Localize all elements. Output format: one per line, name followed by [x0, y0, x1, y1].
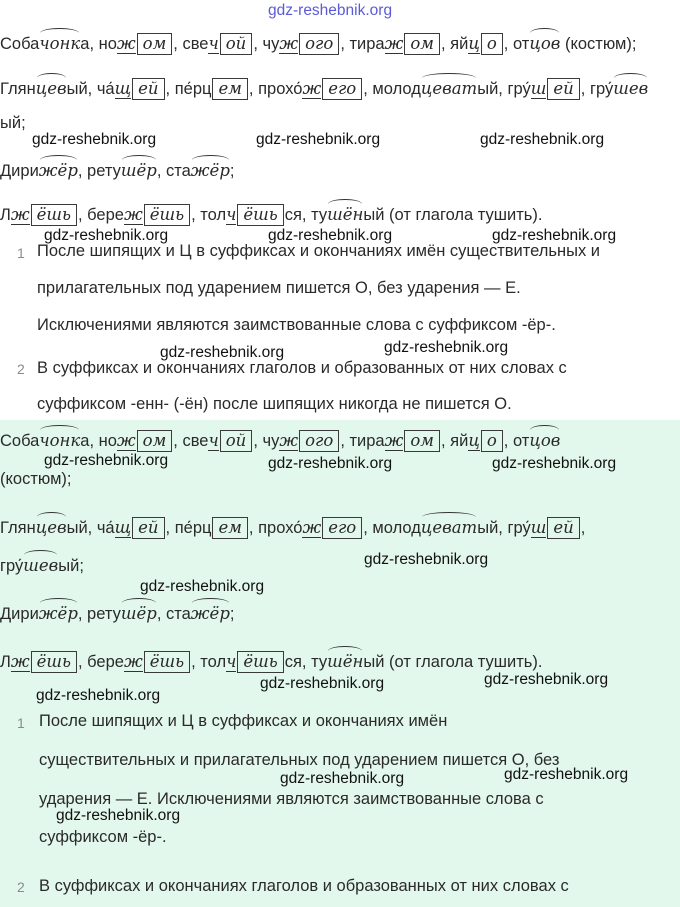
text-fragment: , яй — [441, 432, 469, 450]
ending-box: ом — [404, 33, 440, 55]
watermark: gdz-reshebnik.org — [140, 578, 265, 595]
ending-box: ёшь — [144, 651, 190, 673]
rule-text: После шипящих и Ц в суффиксах и окончаниях имён — [39, 712, 448, 730]
text-fragment: , молод — [363, 519, 421, 537]
letter-underlined: ч — [208, 431, 219, 450]
letter-underlined: ж — [123, 652, 143, 671]
ending-box: ой — [220, 33, 253, 55]
watermark: gdz-reshebnik.org — [280, 770, 405, 787]
letter-underlined: ж — [10, 205, 30, 224]
ending-box: ого — [299, 33, 339, 55]
b1-line-1 — [0, 33, 636, 55]
watermark: gdz-reshebnik.org — [260, 675, 385, 692]
letter-underlined: ч — [226, 652, 237, 671]
ending-box: ой — [220, 430, 253, 452]
text-fragment: , прохо́ — [248, 80, 303, 98]
rule-text: Исключениями являются заимствованные слова с суффиксом -ёр-. — [37, 316, 556, 334]
watermark: gdz-reshebnik.org — [384, 339, 509, 356]
text-fragment: , яй — [441, 35, 469, 53]
text-fragment: ый; — [58, 557, 84, 575]
b2-line-4 — [0, 603, 234, 625]
ending-box: ёшь — [237, 651, 283, 673]
text-fragment: (костюм); — [560, 35, 637, 53]
text-fragment: ; — [229, 605, 235, 623]
rule-text: В суффиксах и окончаниях глаголов и образованных от них словах с — [37, 359, 567, 377]
b2-line-1b: (костюм); — [0, 470, 72, 488]
text-fragment: , бере — [77, 653, 124, 671]
watermark: gdz-reshebnik.org — [36, 687, 161, 704]
text-fragment: а, но — [80, 35, 117, 53]
suffix-arc: жёр — [190, 604, 230, 623]
rule-text: суффиксом -ёр-. — [39, 828, 167, 846]
letter-underlined: ж — [279, 34, 299, 53]
suffix-arc: цов — [529, 431, 561, 450]
ending-box: ого — [299, 430, 339, 452]
watermark: gdz-reshebnik.org — [56, 807, 181, 824]
text-fragment: , от — [503, 35, 530, 53]
rule-text: суффиксом -енн- (-ён) после шипящих никогда не пишется О. — [37, 395, 512, 413]
text-fragment: Л — [0, 653, 11, 671]
watermark: gdz-reshebnik.org — [492, 455, 617, 472]
text-fragment: , тира — [340, 432, 385, 450]
ending-box: ей — [547, 78, 579, 100]
rule-text: В суффиксах и окончаниях глаголов и образованных от них словах с — [39, 877, 569, 895]
letter-underlined: щ — [114, 518, 132, 537]
rule-text: существительных и прилагательных под ударением пишется О, без — [39, 751, 560, 769]
letter-underlined: ж — [116, 431, 136, 450]
ending-box: ом — [404, 430, 440, 452]
text-fragment: ый (от глагола тушить). — [363, 206, 543, 224]
suffix-arc: шёр — [120, 161, 157, 180]
ending-box: ёшь — [237, 204, 283, 226]
text-fragment: , прохо́ — [248, 519, 303, 537]
text-fragment: , рету — [77, 605, 121, 623]
ending-box: ом — [137, 33, 173, 55]
letter-underlined: ж — [116, 34, 136, 53]
text-fragment: ый, ча́ — [66, 80, 115, 98]
watermark: gdz-reshebnik.org — [44, 227, 169, 244]
watermark: gdz-reshebnik.org — [492, 227, 617, 244]
b2-line-5 — [0, 651, 542, 673]
letter-underlined: ж — [384, 34, 404, 53]
watermark: gdz-reshebnik.org — [44, 452, 169, 469]
text-fragment: , све — [173, 432, 209, 450]
rule-number: 1 — [17, 245, 25, 261]
letter-underlined: ж — [302, 79, 322, 98]
text-fragment: , пе́рц — [165, 519, 212, 537]
ending-box: ей — [132, 517, 164, 539]
watermark: gdz-reshebnik.org — [504, 766, 629, 783]
suffix-arc: шён — [327, 205, 364, 224]
letter-underlined: ш — [530, 79, 547, 98]
rule-text: После шипящих и Ц в суффиксах и окончаниях имён существительных и — [37, 242, 600, 260]
suffix-arc: цов — [529, 34, 561, 53]
ending-box: ем — [212, 78, 247, 100]
text-fragment: ый (от глагола тушить). — [363, 653, 543, 671]
watermark: gdz-reshebnik.org — [32, 131, 157, 148]
text-fragment: Дири — [0, 162, 39, 180]
watermark: gdz-reshebnik.org — [268, 455, 393, 472]
text-fragment: гру́ — [0, 557, 24, 575]
letter-underlined: ш — [530, 518, 547, 537]
text-fragment: ый, ча́ — [66, 519, 115, 537]
b1-line-4 — [0, 160, 234, 182]
letter-underlined: ж — [384, 431, 404, 450]
watermark: gdz-reshebnik.org — [256, 131, 381, 148]
letter-underlined: ж — [302, 518, 322, 537]
b1-line-3: ый; — [0, 114, 26, 132]
b2-line-2 — [0, 517, 585, 539]
text-fragment: , рету — [77, 162, 121, 180]
ending-box: ей — [132, 78, 164, 100]
text-fragment: , чу — [253, 432, 280, 450]
text-fragment: , чу — [253, 35, 280, 53]
text-fragment: , — [580, 519, 586, 537]
text-fragment: , ста — [156, 162, 191, 180]
text-fragment: Соба — [0, 432, 40, 450]
text-fragment: ся, ту — [284, 206, 328, 224]
suffix-arc: шён — [327, 652, 364, 671]
letter-underlined: ц — [468, 431, 480, 450]
suffix-arc: жёр — [190, 161, 230, 180]
text-fragment: , пе́рц — [165, 80, 212, 98]
letter-underlined: ж — [123, 205, 143, 224]
text-fragment: , тира — [340, 35, 385, 53]
ending-box: ом — [137, 430, 173, 452]
text-fragment: , све — [173, 35, 209, 53]
ending-box: ей — [547, 517, 579, 539]
text-fragment: Глян — [0, 519, 36, 537]
suffix-arc: жёр — [38, 604, 78, 623]
ending-box: ёшь — [31, 204, 77, 226]
suffix-arc: цеват — [420, 518, 478, 537]
b2-line-3 — [0, 555, 84, 577]
suffix-arc: чонк — [39, 34, 81, 53]
rule-text: ударения — Е. Исключениями являются заимствованные слова с — [39, 790, 544, 808]
text-fragment: , тол — [191, 653, 227, 671]
watermark: gdz-reshebnik.org — [480, 131, 605, 148]
suffix-arc: шёр — [120, 604, 157, 623]
text-fragment: Дири — [0, 605, 39, 623]
text-fragment: Соба — [0, 35, 40, 53]
rule-text: прилагательных под ударением пишется О, без ударения — Е. — [37, 279, 521, 297]
text-fragment: ся, ту — [284, 653, 328, 671]
text-fragment: Глян — [0, 80, 36, 98]
ending-box: его — [322, 517, 362, 539]
text-fragment: , от — [503, 432, 530, 450]
ending-box: его — [322, 78, 362, 100]
suffix-arc: цеват — [420, 79, 478, 98]
suffix-arc: чонк — [39, 431, 81, 450]
ending-box: о — [481, 33, 503, 55]
text-fragment: , ста — [156, 605, 191, 623]
text-fragment: а, но — [80, 432, 117, 450]
watermark: gdz-reshebnik.org — [484, 671, 609, 688]
suffix-arc: шев — [23, 556, 59, 575]
rule-number: 2 — [17, 361, 25, 377]
suffix-arc: жёр — [38, 161, 78, 180]
text-fragment: , молод — [363, 80, 421, 98]
watermark: gdz-reshebnik.org — [160, 344, 285, 361]
text-fragment: , тол — [191, 206, 227, 224]
b2-line-1 — [0, 430, 560, 452]
letter-underlined: ж — [10, 652, 30, 671]
text-fragment: ый, гру́ — [477, 80, 531, 98]
suffix-arc: шев — [613, 79, 649, 98]
b1-line-5 — [0, 204, 542, 226]
ending-box: ем — [212, 517, 247, 539]
watermark-top: gdz-reshebnik.org — [268, 2, 393, 19]
b1-line-2 — [0, 78, 648, 100]
rule-number: 2 — [17, 879, 25, 895]
text-fragment: Л — [0, 206, 11, 224]
watermark: gdz-reshebnik.org — [268, 227, 393, 244]
letter-underlined: ж — [279, 431, 299, 450]
rule-number: 1 — [17, 715, 25, 731]
letter-underlined: щ — [114, 79, 132, 98]
text-fragment: , гру́ — [580, 80, 614, 98]
ending-box: о — [481, 430, 503, 452]
text-fragment: ; — [229, 162, 235, 180]
letter-underlined: ч — [208, 34, 219, 53]
letter-underlined: ц — [468, 34, 480, 53]
watermark: gdz-reshebnik.org — [364, 551, 489, 568]
ending-box: ёшь — [31, 651, 77, 673]
text-fragment: ый, гру́ — [477, 519, 531, 537]
ending-box: ёшь — [144, 204, 190, 226]
text-fragment: , бере — [77, 206, 124, 224]
letter-underlined: ч — [226, 205, 237, 224]
suffix-arc: цев — [35, 518, 67, 537]
suffix-arc: цев — [35, 79, 67, 98]
